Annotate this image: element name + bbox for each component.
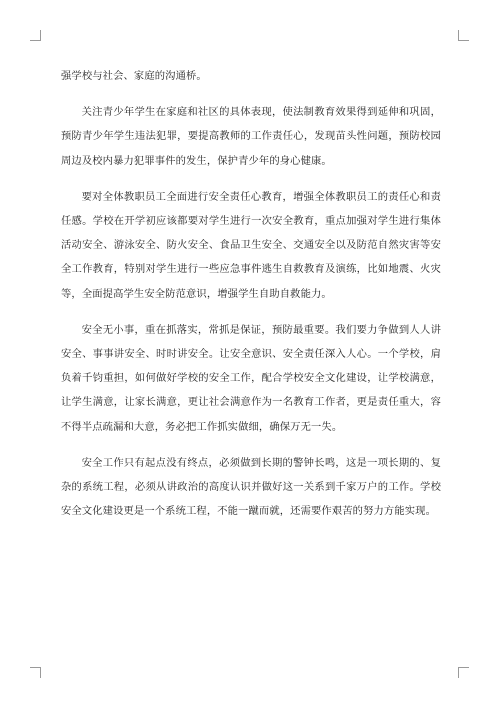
paragraph-safety-long-term: 安全工作只有起点没有终点，必须做到长期的警钟长鸣，这是一项长期的、复杂的系统工程，必须从讲政治的高度认识并做好这一关系到千家万户的工作。学校安全文化建设更是一个系统工程，不能一蹴而就，还需要作艰苦的努力方能实现。	[61, 456, 441, 518]
paragraph-youth-monitoring: 关注青少年学生在家庭和社区的具体表现，使法制教育效果得到延伸和巩固，预防青少年学生违法犯罪，要提高教师的工作责任心，发现苗头性问题，预防校园周边及校内暴力犯罪事件的发生，保护青少年的身心健康。	[61, 106, 441, 167]
paragraph-safety-no-small-matter: 安全无小事，重在抓落实，常抓是保证，预防最重要。我们要力争做到人人讲安全、事事讲安全、时时讲安全。让安全意识、安全责任深入人心。一个学校，肩负着千钧重担，如何做好学校的安全工作，配合学校安全文化建设，让学校满意，让学生满意，让家长满意，更让社会满意作为一名教育工作者，更是责任重大，容不得半点疏漏和大意，务必把工作抓实做细，确保万无一失。	[61, 323, 441, 433]
crop-mark-bottom-right	[458, 667, 469, 678]
paragraph-staff-safety-education: 要对全体教职员工全面进行安全责任心教育，增强全体教职员工的责任心和责任感。学校在开学初应该都要对学生进行一次安全教育，重点加强对学生进行集体活动安全、游泳安全、防火安全、食品卫生安全、交通安全以及防范自然灾害等安全工作教育，特别对学生进行一些应急事件逃生自救教育及演练，比如地震、火灾等，全面提高学生安全防范意识，增强学生自助自救能力。	[61, 190, 441, 300]
crop-mark-top-right	[458, 30, 469, 41]
paragraph-continuation: 强学校与社会、家庭的沟通桥。	[61, 70, 207, 82]
document-body	[61, 64, 441, 535]
crop-mark-bottom-left	[30, 667, 41, 678]
crop-mark-top-left	[30, 30, 41, 41]
